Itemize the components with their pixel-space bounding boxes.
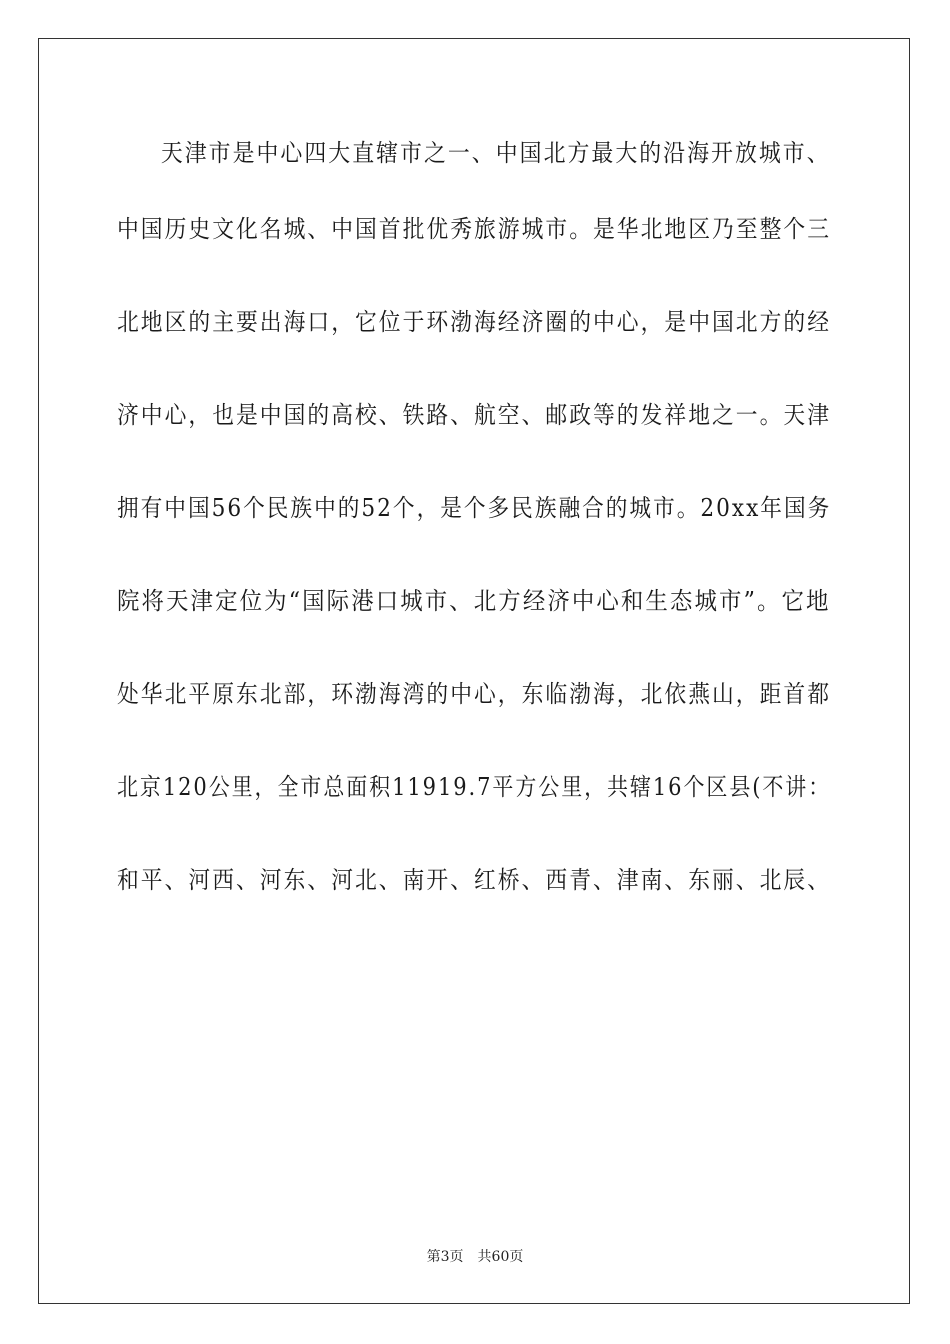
paragraph-line: 北京120公里，全市总面积11919.7平方公里，共辖16个区县(不讲：: [117, 773, 832, 801]
paragraph-line: 济中心，也是中国的高校、铁路、航空、邮政等的发祥地之一。天津: [117, 401, 831, 429]
page-number: 第3页: [426, 1249, 464, 1265]
paragraph-line: 中国历史文化名城、中国首批优秀旅游城市。是华北地区乃至整个三: [117, 215, 831, 243]
paragraph-line: 和平、河西、河东、河北、南开、红桥、西青、津南、东丽、北辰、: [117, 866, 831, 894]
document-body: [117, 123, 833, 927]
paragraph-line: 院将天津定位为“国际港口城市、北方经济中心和生态城市”。它地: [117, 587, 831, 615]
page-footer: [0, 1246, 950, 1266]
paragraph-line: 北地区的主要出海口，它位于环渤海经济圈的中心，是中国北方的经: [117, 308, 831, 336]
paragraph-line: 天津市是中心四大直辖市之一、中国北方最大的沿海开放城市、: [160, 139, 831, 167]
page-total: 共60页: [477, 1249, 524, 1265]
paragraph-line: 拥有中国56个民族中的52个，是个多民族融合的城市。20xx年国务: [117, 494, 832, 522]
paragraph-line: 处华北平原东北部，环渤海湾的中心，东临渤海，北依燕山，距首都: [117, 680, 831, 708]
